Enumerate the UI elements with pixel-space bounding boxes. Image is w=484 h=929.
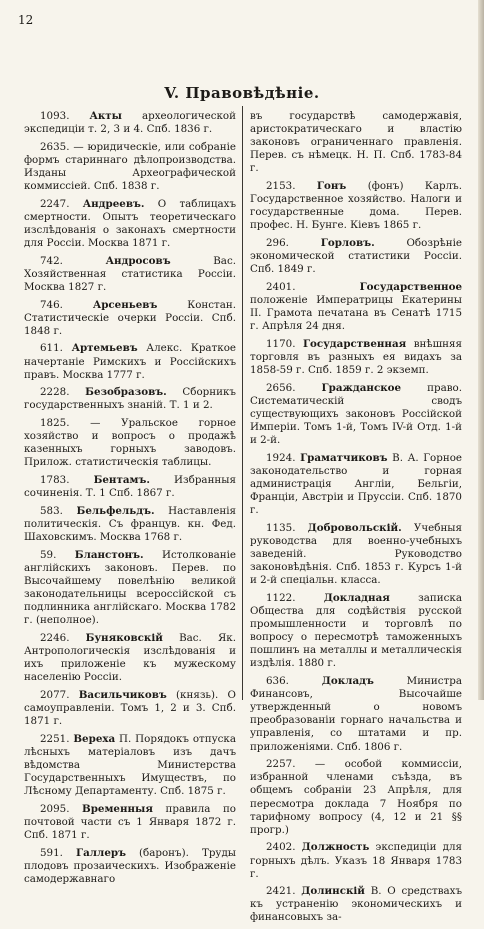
entry-text: В. А. Горное законодательство и горная администрація Англіи, Бельгіи, Франціи, Австріи и Пруссіи. Спб. 1870 г. bbox=[250, 451, 462, 517]
entry-text: Министра Финансовъ, Высочайше утвержденный о новомъ преобразованіи горнаго начальства и управленія, со штатами и пр. приложеніями. Спб. 1806 г. bbox=[250, 675, 462, 753]
entry-text: В. О средствахъ къ устраненію экономическихъ и финансовыхъ за- bbox=[250, 885, 462, 924]
entry-text: Вас. Хозяйственная статистика Россіи. Москва 1827 г. bbox=[24, 254, 236, 293]
entry-number: 2257. bbox=[266, 758, 296, 771]
entry-number: 2251. bbox=[40, 732, 70, 745]
catalog-entry bbox=[250, 758, 462, 837]
entry-heading: Бланстонъ. bbox=[74, 548, 144, 561]
catalog-entry bbox=[250, 841, 462, 880]
entry-heading: Бентамъ. bbox=[93, 474, 150, 487]
catalog-entry bbox=[24, 386, 236, 412]
catalog-entry bbox=[250, 237, 462, 276]
entry-heading: Андреевъ. bbox=[82, 197, 145, 210]
entry-heading: Должность bbox=[301, 841, 370, 854]
catalog-entry bbox=[24, 141, 236, 193]
entry-number: 2635. bbox=[40, 140, 70, 153]
entry-text: правила по почтовой части съ 1 Января 1872 г. Спб. 1871 г. bbox=[24, 802, 236, 841]
catalog-entry bbox=[250, 675, 462, 754]
entry-text: Алекс. Краткое начертаніе Римскихъ и Россійскихъ правъ. Москва 1777 г. bbox=[24, 342, 236, 381]
entry-text: Учебныя руководства для военно-учебныхъ заведеній. Руководство законовѣдѣнія. Спб. 1853 г. Курсъ 1-й и 2-й спеціальн. класса. bbox=[250, 521, 462, 587]
catalog-entry bbox=[24, 198, 236, 250]
entry-number: 2228. bbox=[40, 386, 70, 399]
entry-text: Избранныя сочиненія. Т. 1 Спб. 1867 г. bbox=[24, 474, 236, 500]
entry-number: 296. bbox=[266, 237, 289, 250]
catalog-entry bbox=[24, 417, 236, 469]
entry-text: Констан. Статистическіе очерки Россіи. Спб. 1848 г. bbox=[24, 298, 236, 337]
entry-number: 1924. bbox=[266, 451, 296, 464]
entry-text: (князь). О самоуправленіи. Томъ 1, 2 и 3. Спб. 1871 г. bbox=[24, 688, 236, 728]
catalog-entry bbox=[250, 452, 462, 517]
catalog-entry bbox=[24, 342, 236, 381]
catalog-entry bbox=[24, 474, 236, 500]
entry-number: 2246. bbox=[40, 631, 70, 644]
catalog-entry bbox=[250, 281, 462, 333]
entry-number: 1170. bbox=[266, 337, 296, 350]
entry-number: 742. bbox=[40, 254, 63, 267]
entry-number: 1783. bbox=[40, 474, 70, 487]
entry-text: экспедиціи для горныхъ дѣлъ. Указъ 18 Января 1783 г. bbox=[250, 841, 462, 880]
entry-number: 583. bbox=[40, 504, 63, 517]
right-column bbox=[250, 110, 462, 929]
entry-heading: Арсеньевъ bbox=[92, 298, 158, 311]
entry-text: — юридическіе, или собраніе формъ стариннаго дѣлопроизводства. Изданы Археографической коммиссіей. Спб. 1838 г. bbox=[24, 140, 236, 193]
entry-number: 591. bbox=[40, 846, 63, 859]
entry-text: — Уральское горное хозяйство и вопросъ о продажѣ казенныхъ горныхъ заводовъ. Прилож. статистическія таблицы. bbox=[24, 417, 236, 469]
entry-number: 2095. bbox=[40, 802, 70, 815]
catalog-entry bbox=[24, 803, 236, 842]
entry-heading: Докладная bbox=[323, 591, 390, 604]
catalog-entry bbox=[250, 110, 462, 175]
entry-text: Вас. Як. Антропологическія изслѣдованія и ихъ приложеніе къ мужескому населенію Россіи. bbox=[24, 631, 236, 684]
entry-number: 2421. bbox=[266, 885, 296, 898]
entry-heading: Горловъ. bbox=[320, 237, 375, 250]
entry-heading: Гонъ bbox=[316, 180, 347, 193]
entry-number: 746. bbox=[40, 298, 63, 311]
catalog-entry bbox=[24, 733, 236, 798]
entry-number: 1135. bbox=[266, 521, 296, 534]
entry-heading: Бельфельдъ. bbox=[76, 504, 155, 517]
left-column bbox=[24, 110, 236, 891]
entry-heading: Галлеръ bbox=[76, 846, 126, 859]
entry-heading: Андросовъ bbox=[105, 254, 171, 267]
catalog-entry bbox=[24, 689, 236, 728]
entry-heading: Временныя bbox=[82, 802, 153, 815]
entry-text: П. Порядокъ отпуска лѣсныхъ матеріаловъ изъ дачъ вѣдомства Министерства Государственныхъ Имуществъ, по Лѣсному Департаменту. Спб. 1875 г. bbox=[24, 732, 236, 798]
entry-number: 1825. bbox=[40, 417, 70, 430]
section-title: V. Правовѣдѣніе. bbox=[164, 84, 320, 102]
catalog-entry bbox=[250, 338, 462, 377]
entry-heading: Гражданское bbox=[321, 381, 402, 394]
entry-number: 2077. bbox=[40, 688, 70, 701]
catalog-entry bbox=[24, 549, 236, 628]
entry-heading: Безобразовъ. bbox=[85, 386, 167, 399]
entry-text: (баронъ). Труды плодовъ прозаическихъ. Изображеніе самодержавнаго bbox=[24, 846, 237, 885]
catalog-entry bbox=[24, 505, 236, 544]
catalog-entry bbox=[24, 110, 236, 136]
entry-heading: Добровольскій. bbox=[307, 521, 402, 534]
catalog-entry bbox=[250, 382, 462, 447]
entry-text: положеніе Императрицы Екатерины II. Грамота печатана въ Сенатѣ 1715 г. Апрѣля 24 дня. bbox=[250, 294, 462, 333]
entry-text: въ государствѣ самодержавія, аристократическаго и властію законовъ ограниченнаго правленія. Перев. съ нѣмецк. Н. П. Спб. 1783-84 г. bbox=[250, 110, 462, 175]
entry-heading: Долинскій bbox=[301, 885, 365, 898]
entry-number: 2153. bbox=[266, 180, 296, 193]
entry-heading: Граматчиковъ bbox=[300, 451, 388, 464]
entry-text: Сборникъ государственныхъ знаній. Т. 1 и 2. bbox=[24, 386, 236, 412]
catalog-entry bbox=[250, 180, 462, 232]
page-number: 12 bbox=[18, 13, 34, 27]
entry-number: 59. bbox=[40, 548, 57, 561]
entry-text: — особой коммиссіи, избранной членами съѣзда, въ общемъ собраніи 23 Апрѣля, для пересмотра доклада 7 Ноября по тарифному вопросу (4, 12 и 21 §§ прогр.) bbox=[250, 758, 462, 836]
catalog-entry bbox=[250, 885, 462, 924]
catalog-entry bbox=[24, 632, 236, 684]
column-divider bbox=[242, 106, 243, 700]
entry-text: Истолкованіе англійскихъ законовъ. Перев. по Высочайшему повелѣнію великой законодательницы всероссійской съ подлинника англійскаго. Москва 1782 г. (неполное). bbox=[24, 548, 236, 627]
entry-heading: Акты bbox=[89, 110, 122, 122]
entry-number: 611. bbox=[40, 342, 63, 355]
entry-text: (фонъ) Карлъ. Государственное хозяйство. Налоги и государственные дома. Перев. профес. Н. Бунге. Кіевъ 1865 г. bbox=[250, 180, 462, 232]
entry-heading: Буняковскій bbox=[85, 631, 163, 644]
entry-heading: Государственная bbox=[302, 337, 407, 350]
entry-heading: Васильчиковъ bbox=[78, 688, 167, 701]
entry-text: внѣшняя торговля въ разныхъ ея видахъ за 1858-59 г. Спб. 1859 г. 2 экземп. bbox=[250, 337, 462, 377]
catalog-entry bbox=[24, 255, 236, 294]
entry-text: право. Систематическій сводъ существующихъ законовъ Россійской Имперіи. Томъ 1-й, Томъ IV-й Отд. 1-й и 2-й. bbox=[250, 381, 462, 447]
entry-number: 2247. bbox=[40, 197, 70, 210]
entry-number: 636. bbox=[266, 675, 289, 688]
entry-text: записка Общества для содѣйствія русской промышленности и торговлѣ по вопросу о пересмотрѣ таможенныхъ пошлинъ на металлы и металлическія издѣлія. 1880 г. bbox=[250, 591, 462, 670]
catalog-entry bbox=[24, 847, 236, 886]
entry-text: Обозрѣніе экономической статистики Россіи. Спб. 1849 г. bbox=[250, 237, 462, 276]
catalog-entry bbox=[250, 522, 462, 587]
entry-text: О таблицахъ смертности. Опытъ теоретическаго изслѣдованія о законахъ смертности для Россіи. Москва 1871 г. bbox=[24, 197, 236, 250]
entry-heading: Докладъ bbox=[321, 675, 374, 688]
catalog-entry bbox=[250, 592, 462, 671]
entry-number: 2402. bbox=[266, 841, 296, 854]
entry-heading: Вереха bbox=[73, 732, 116, 745]
entry-number: 2656. bbox=[266, 381, 296, 394]
catalog-entry bbox=[24, 299, 236, 338]
book-spine-shadow bbox=[478, 0, 484, 700]
entry-number: 2401. bbox=[266, 280, 296, 293]
entry-heading: Артемьевъ bbox=[71, 342, 138, 355]
entry-number: 1122. bbox=[266, 591, 296, 604]
entry-heading: Государственное bbox=[359, 280, 462, 293]
entry-text: археологической экспедиціи т. 2, 3 и 4. Спб. 1836 г. bbox=[24, 110, 236, 136]
entry-text: Наставленія политическія. Съ францув. кн. Фед. Шаховскимъ. Москва 1768 г. bbox=[24, 504, 236, 544]
entry-number: 1093. bbox=[40, 110, 70, 122]
